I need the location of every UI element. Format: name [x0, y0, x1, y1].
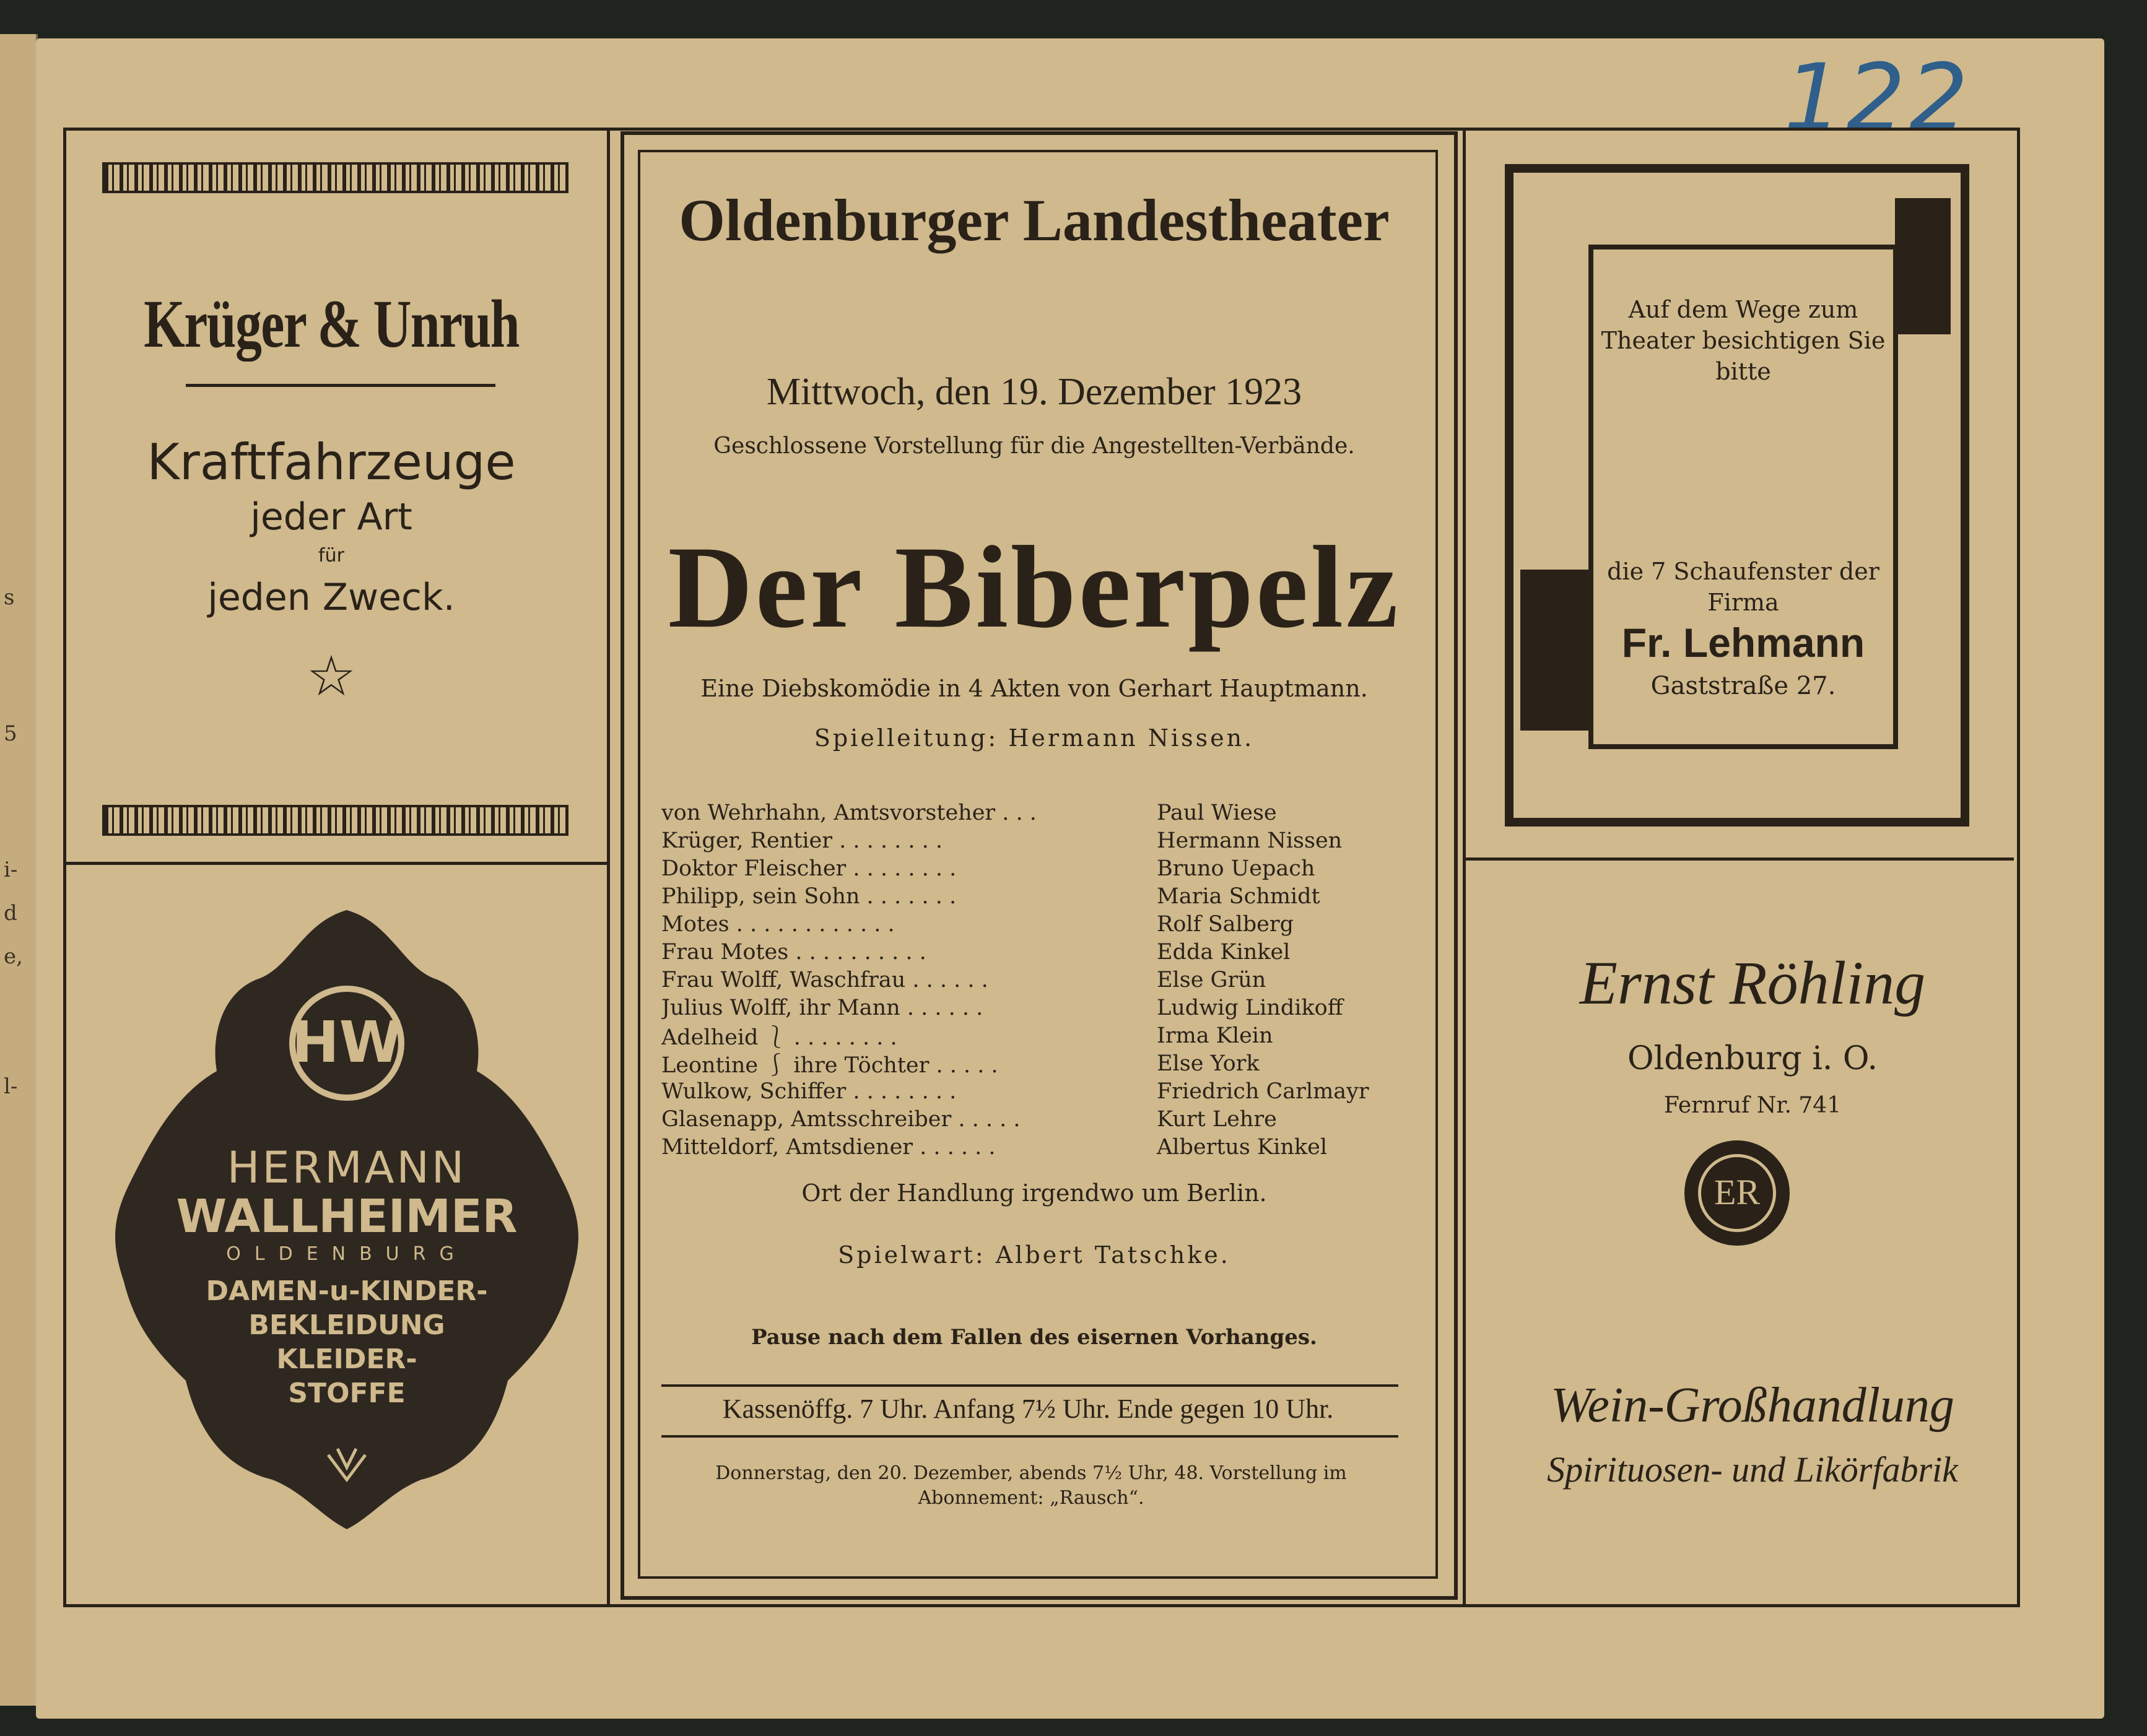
wallheimer-line-1: DAMEN-u-KINDER- [206, 1275, 488, 1307]
cast-row [661, 1105, 1417, 1133]
cast-role: Motes . . . . . . . . . . . . [661, 911, 895, 937]
cast-role: Philipp, sein Sohn . . . . . . . [661, 883, 957, 909]
cast-actor: Bruno Uepach [1157, 856, 1315, 881]
cast-role: Frau Wolff, Waschfrau . . . . . . [661, 967, 988, 992]
cast-actor: Irma Klein [1157, 1023, 1273, 1048]
cast-row [661, 827, 1417, 854]
book-binding-strip [0, 34, 38, 1706]
wallheimer-emblem [111, 910, 582, 1529]
cast-row [661, 799, 1417, 827]
binding-text-2: 5 [4, 721, 17, 746]
lehmann-ribbon-bottom [1520, 570, 1595, 731]
cast-row [661, 1133, 1417, 1161]
lehmann-text-1: Auf dem Wege zum Theater besichtigen Sie bitte [1601, 296, 1886, 385]
wallheimer-name-2: WALLHEIMER [176, 1190, 518, 1243]
cast-actor: Paul Wiese [1157, 800, 1277, 825]
stage-manager: Spielwart: Albert Tatschke. [838, 1241, 1230, 1269]
cast-row [661, 1077, 1417, 1105]
column-divider-right [1463, 128, 1466, 1604]
wallheimer-name-1: HERMANN [227, 1142, 467, 1193]
logo-monogram: ER [1714, 1172, 1761, 1212]
times-rule-bottom [661, 1435, 1398, 1438]
cast-row [661, 910, 1417, 938]
cast-actor: Edda Kinkel [1157, 939, 1291, 965]
wallheimer-line-4: STOFFE [288, 1378, 406, 1409]
cast-row [661, 966, 1417, 994]
lehmann-text-2: die 7 Schaufenster der Firma [1607, 558, 1879, 616]
performance-subtitle: Geschlossene Vorstellung für die Angestellten-Verbände. [713, 433, 1355, 459]
right-row-divider [1463, 857, 2014, 861]
cast-role: Wulkow, Schiffer . . . . . . . . [661, 1078, 957, 1104]
performance-date: Mittwoch, den 19. Dezember 1923 [766, 371, 1302, 413]
column-divider-left [607, 128, 610, 1604]
cast-actor: Maria Schmidt [1157, 883, 1320, 909]
cast-role: Frau Motes . . . . . . . . . . [661, 939, 926, 965]
play-place: Ort der Handlung irgendwo um Berlin. [801, 1179, 1267, 1207]
cast-role: Krüger, Rentier . . . . . . . . [661, 828, 943, 853]
page-number: 122 [1783, 45, 1972, 152]
roehling-phone: Fernruf Nr. 741 [1663, 1093, 1842, 1118]
star-icon: ☆ [306, 644, 357, 709]
krueger-line-2: jeder Art [250, 495, 412, 539]
lehmann-name: Fr. Lehmann [1621, 620, 1865, 666]
roehling-logo [1684, 1140, 1790, 1246]
play-title: Der Biberpelz [668, 523, 1401, 653]
wallheimer-line-2: BEKLEIDUNG [248, 1309, 445, 1341]
roehling-name: Ernst Röhling [1579, 948, 1926, 1017]
cast-actor: Else York [1157, 1051, 1260, 1076]
wallheimer-line-3: KLEIDER- [276, 1343, 417, 1375]
left-row-divider [63, 862, 608, 865]
krueger-line-3: für [318, 545, 344, 566]
binding-text-5: e, [4, 944, 23, 969]
cast-actor: Albertus Kinkel [1157, 1134, 1328, 1160]
cast-actor: Rolf Salberg [1157, 911, 1294, 937]
monogram-text: HW [291, 1009, 403, 1075]
cast-row [661, 994, 1417, 1022]
binding-text-1: s [4, 585, 15, 610]
cast-role: Leontine ⎰ ihre Töchter . . . . . [661, 1052, 998, 1078]
cast-actor: Friedrich Carlmayr [1157, 1078, 1369, 1104]
lehmann-ribbon-top [1895, 198, 1951, 334]
show-times: Kassenöffg. 7 Uhr. Anfang 7½ Uhr. Ende gegen 10 Uhr. [722, 1394, 1334, 1424]
cast-actor: Ludwig Lindikoff [1157, 995, 1343, 1020]
cast-row [661, 938, 1417, 966]
cast-role: von Wehrhahn, Amtsvorsteher . . . [661, 800, 1037, 825]
next-performance: Donnerstag, den 20. Dezember, abends 7½ Uhr, 48. Vorstellung im Abonnement: „Rausch“. [715, 1462, 1347, 1509]
binding-text-6: l- [4, 1074, 18, 1099]
roehling-line-1: Wein-Großhandlung [1551, 1378, 1954, 1433]
pause-note: Pause nach dem Fallen des eisernen Vorhanges. [751, 1325, 1317, 1350]
ornament-border-top [102, 162, 568, 193]
krueger-rule [186, 384, 495, 387]
cast-actor: Else Grün [1157, 967, 1266, 992]
cast-row [661, 882, 1417, 910]
binding-text-4: d [4, 901, 17, 926]
cast-actor: Hermann Nissen [1157, 828, 1343, 853]
cast-list [661, 799, 1417, 1161]
cast-role: Adelheid ⎱ . . . . . . . . [661, 1025, 897, 1050]
cast-role: Mitteldorf, Amtsdiener . . . . . . [661, 1134, 996, 1160]
cast-row [661, 854, 1417, 882]
cast-role: Glasenapp, Amtsschreiber . . . . . [661, 1106, 1021, 1132]
cast-role: Doktor Fleischer . . . . . . . . [661, 856, 957, 881]
roehling-line-2: Spirituosen- und Likörfabrik [1547, 1449, 1958, 1490]
krueger-line-1: Kraftfahrzeuge [147, 433, 516, 491]
play-description: Eine Diebskomödie in 4 Akten von Gerhart Hauptmann. [700, 675, 1368, 702]
binding-text-3: i- [4, 857, 18, 882]
times-rule-top [661, 1384, 1398, 1387]
cast-row [661, 1049, 1417, 1077]
theater-title: Oldenburger Landestheater [679, 187, 1390, 253]
wallheimer-city: OLDENBURG [226, 1243, 468, 1265]
play-direction: Spielleitung: Hermann Nissen. [814, 724, 1255, 752]
roehling-city: Oldenburg i. O. [1627, 1040, 1878, 1077]
cast-actor: Kurt Lehre [1157, 1106, 1277, 1132]
krueger-title: Krüger & Unruh [144, 286, 519, 362]
lehmann-address: Gaststraße 27. [1650, 672, 1836, 700]
cast-row [661, 1022, 1417, 1049]
krueger-line-4: jeden Zweck. [207, 576, 455, 619]
ornament-border-bottom [102, 805, 568, 836]
cast-role: Julius Wolff, ihr Mann . . . . . . [661, 995, 983, 1020]
